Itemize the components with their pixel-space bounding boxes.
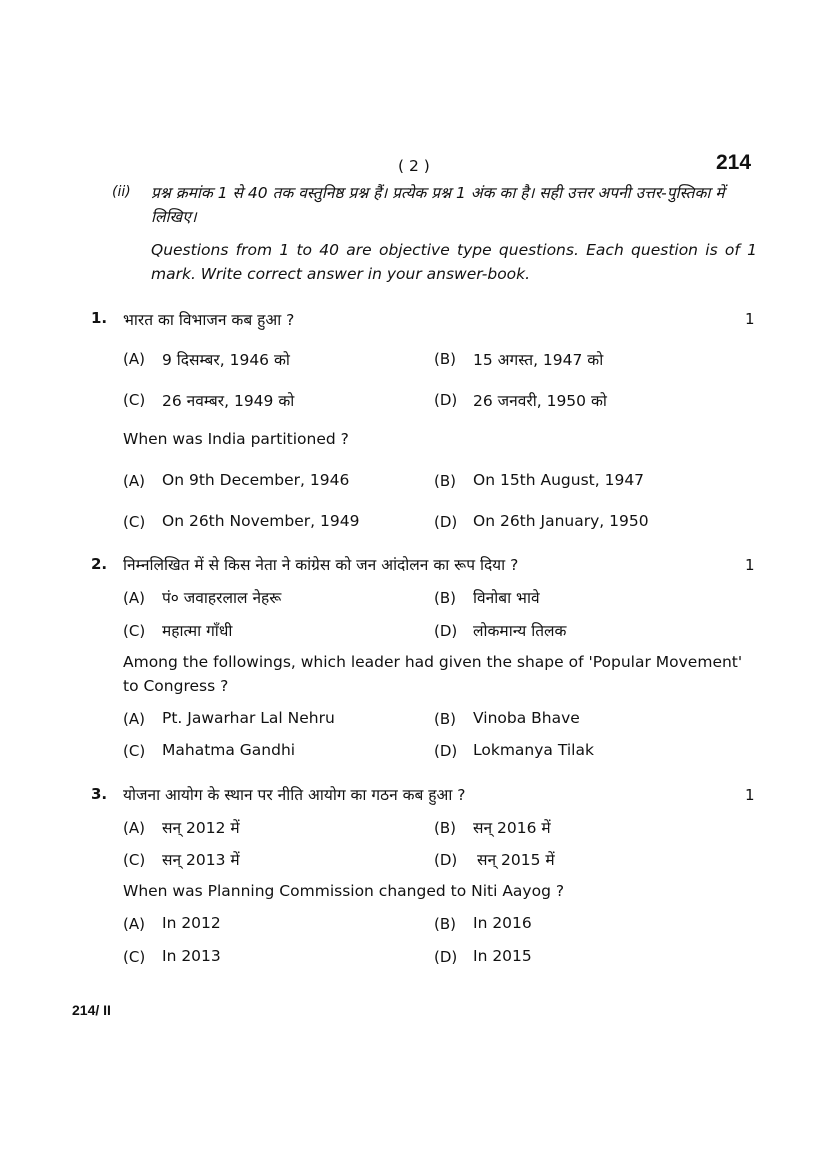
question-stem-english: Among the followings, which leader had given the shape of 'Popular Movement' to Congress ?	[123, 653, 743, 695]
option-label: (B)	[434, 915, 456, 933]
question-marks: 1	[745, 786, 755, 804]
option-label: (A)	[123, 819, 145, 837]
option-text: सन् 2012 में	[162, 819, 240, 837]
option-label: (A)	[123, 915, 145, 933]
option-text: सन् 2015 में	[477, 851, 555, 869]
option-label: (A)	[123, 472, 145, 490]
option-text: In 2015	[473, 947, 532, 965]
option-label: (B)	[434, 472, 456, 490]
option-text: On 26th November, 1949	[162, 512, 360, 530]
option-label: (B)	[434, 710, 456, 728]
option-text: 26 नवम्बर, 1949 को	[162, 392, 295, 410]
option-text: In 2016	[473, 914, 532, 932]
option-text: In 2013	[162, 947, 221, 965]
instruction-hindi: प्रश्न क्रमांक 1 से 40 तक वस्तुनिष्ठ प्रश्न हैं। प्रत्येक प्रश्न 1 अंक का है। सही उत्तर अपनी उत्तर-पुस्तिका में लिखिए।	[151, 184, 725, 226]
option-text: पं० जवाहरलाल नेहरू	[162, 589, 282, 607]
instruction-english: Questions from 1 to 40 are objective type questions. Each question is of 1 mark. Write correct answer in your answer-book.	[151, 241, 757, 283]
option-label: (A)	[123, 710, 145, 728]
option-text: Pt. Jawarhar Lal Nehru	[162, 709, 335, 727]
option-label: (A)	[123, 589, 145, 607]
option-text: लोकमान्य तिलक	[473, 622, 567, 640]
option-label: (C)	[123, 948, 146, 966]
page-number: ( 2 )	[398, 157, 430, 175]
question-number: 1.	[91, 309, 108, 327]
option-label: (B)	[434, 819, 456, 837]
footer-code: 214/ II	[72, 1002, 111, 1018]
option-text: Mahatma Gandhi	[162, 741, 296, 759]
question-marks: 1	[745, 310, 755, 328]
option-text: सन् 2016 में	[473, 819, 551, 837]
paper-code: 214	[716, 151, 752, 174]
option-label: (C)	[123, 391, 146, 409]
question-stem-english: When was India partitioned ?	[123, 430, 349, 448]
option-label: (B)	[434, 589, 456, 607]
option-text: 26 जनवरी, 1950 को	[473, 392, 607, 410]
question-stem-hindi: योजना आयोग के स्थान पर नीति आयोग का गठन कब हुआ ?	[123, 786, 466, 804]
option-label: (D)	[434, 622, 458, 640]
option-label: (D)	[434, 742, 458, 760]
option-label: (C)	[123, 513, 146, 531]
option-text: In 2012	[162, 914, 221, 932]
question-marks: 1	[745, 556, 755, 574]
question-stem-hindi: निम्नलिखित में से किस नेता ने कांग्रेस को जन आंदोलन का रूप दिया ?	[123, 556, 519, 574]
option-text: 15 अगस्त, 1947 को	[473, 351, 604, 369]
option-text: On 26th January, 1950	[473, 512, 649, 530]
option-label: (D)	[434, 948, 458, 966]
option-text: Lokmanya Tilak	[473, 741, 594, 759]
question-stem-english: When was Planning Commission changed to Niti Aayog ?	[123, 882, 565, 900]
option-text: महात्मा गाँधी	[162, 622, 233, 640]
option-label: (D)	[434, 391, 458, 409]
option-text: 9 दिसम्बर, 1946 को	[162, 351, 290, 369]
option-text: On 15th August, 1947	[473, 471, 645, 489]
option-text: Vinoba Bhave	[473, 709, 580, 727]
question-number: 3.	[91, 785, 108, 803]
instruction-label: (ii)	[112, 184, 131, 200]
option-text: On 9th December, 1946	[162, 471, 350, 489]
option-label: (B)	[434, 350, 456, 368]
question-stem-hindi: भारत का विभाजन कब हुआ ?	[123, 311, 295, 329]
option-label: (D)	[434, 513, 458, 531]
option-label: (C)	[123, 742, 146, 760]
option-label: (D)	[434, 851, 458, 869]
option-text: विनोबा भावे	[473, 589, 540, 607]
option-label: (C)	[123, 622, 146, 640]
option-text: सन् 2013 में	[162, 851, 240, 869]
option-label: (C)	[123, 851, 146, 869]
option-label: (A)	[123, 350, 145, 368]
question-number: 2.	[91, 555, 108, 573]
